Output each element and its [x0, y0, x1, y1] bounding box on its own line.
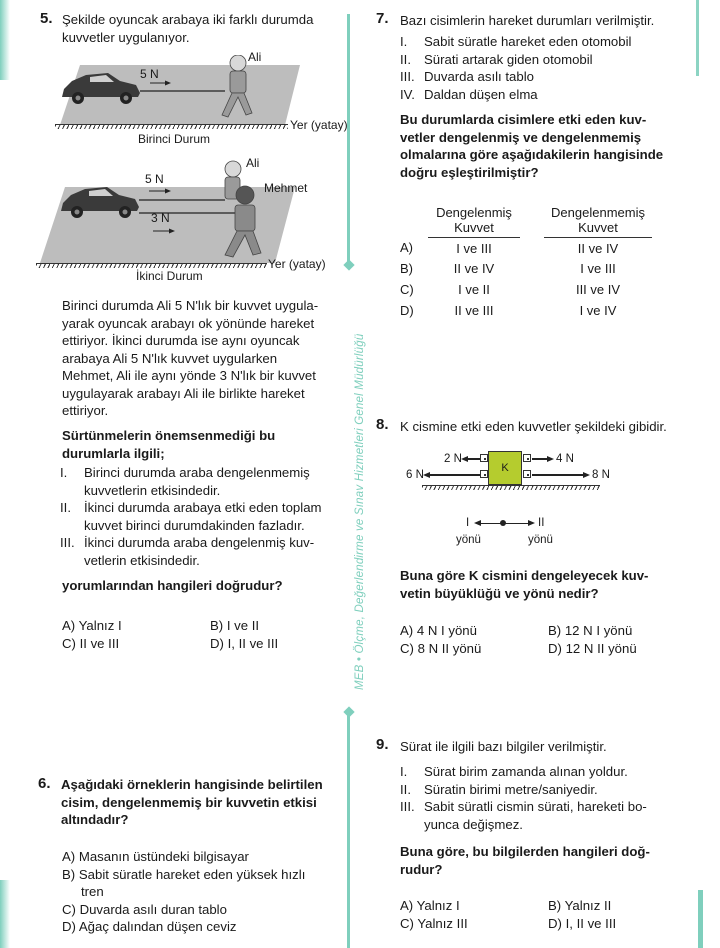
- q9-stem: Sürat ile ilgili bazı bilgiler verilmiştir.: [400, 739, 607, 754]
- meb-banner: MEB • Ölçme, Değerlendirme ve Sınav Hizmetleri Genel Müdürlüğü: [354, 333, 366, 690]
- divider-diamond-top: [343, 259, 354, 270]
- attach-point-icon: [523, 470, 531, 478]
- q8-option-c[interactable]: C) 8 N II yönü: [400, 640, 482, 656]
- q5-option-b[interactable]: B) I ve II: [210, 618, 260, 633]
- q5-f2-caption: İkinci Durum: [136, 269, 203, 283]
- arrow-left-icon: [461, 456, 468, 462]
- q8-option-d[interactable]: D) 12 N II yönü: [548, 640, 637, 656]
- q5-f2-force2-label: 3 N: [151, 211, 170, 225]
- q5-f1-ground: [55, 124, 288, 129]
- q5-f2-ground-label: Yer (yatay): [268, 257, 326, 271]
- q6-options: [62, 848, 347, 936]
- q9-option-b[interactable]: B) Yalnız II: [548, 898, 612, 913]
- right-accent-bar-bottom: [698, 890, 703, 948]
- attach-point-icon: [480, 454, 488, 462]
- q5-statement-2: II. İkinci durumda arabaya etki eden toplam kuvvet birinci durumdakinden fazladır.: [60, 500, 322, 533]
- origin-dot-icon: [500, 520, 506, 526]
- q5-paragraph: Birinci durumda Ali 5 N'lık bir kuvvet uygula- yarak oyuncak arabayı ok yönünde hareket ettiriyor. İkinci durumda ise aynı oyuncak arabaya Ali 5 N'lık kuvvet uygularken Mehmet, Ali ile aynı yönde 3 N'lık bir kuvvet uygulayarak arabayı Ali ile birlikte hareket ettiriyor.: [62, 298, 319, 418]
- q7-number: 7.: [376, 10, 389, 27]
- q5-f1-force-label: 5 N: [140, 67, 159, 81]
- q7-stem: Bazı cisimlerin hareket durumları verilmiştir.: [400, 13, 655, 28]
- q8-option-a[interactable]: A) 4 N I yönü: [400, 623, 477, 638]
- q5-option-d[interactable]: D) I, II ve III: [210, 635, 279, 651]
- q9-statement-1: I. Sürat birim zamanda alınan yoldur.: [400, 764, 628, 779]
- q7-statements: [400, 33, 690, 103]
- q9-question: Buna göre, bu bilgilerden hangileri doğ- rudur?: [400, 844, 650, 877]
- q8-number: 8.: [376, 416, 389, 433]
- q5-prompt: Sürtünmelerin önemsenmediği bu durumlarla ilgili;: [62, 428, 276, 461]
- arrow-left-icon: [423, 472, 430, 478]
- q7-answer-table: [400, 205, 652, 322]
- q6-option-a[interactable]: A) Masanın üstündeki bilgisayar: [62, 849, 249, 864]
- q7-option-b[interactable]: B) II ve IV I ve III: [400, 261, 616, 277]
- q5-statements: [60, 464, 345, 569]
- q7-question: Bu durumlarda cisimlere etki eden kuv- vetler dengelenmiş ve dengelenmemiş olmalarına göre aşağıdakilerin hangisinde doğru eşleştirilmiştir?: [400, 112, 664, 180]
- q5-option-a[interactable]: A) Yalnız I: [62, 618, 122, 633]
- divider-diamond-bottom: [343, 706, 354, 717]
- q6-option-b[interactable]: B) Sabit süratle hareket eden yüksek hızlı: [62, 866, 306, 882]
- q6-stem: Aşağıdaki örneklerin hangisinde belirtilen cisim, dengelenmemiş bir kuvvetin etkisi altındadır?: [61, 777, 323, 827]
- q6-number: 6.: [38, 775, 51, 792]
- q9-statements: [400, 763, 690, 833]
- q5-question: yorumlarından hangileri doğrudur?: [62, 578, 283, 593]
- arrow-right-icon: [583, 472, 590, 478]
- direction-right-icon: [528, 520, 535, 526]
- q5-f1-ground-label: Yer (yatay): [290, 118, 348, 132]
- right-accent-bar-top: [696, 0, 699, 76]
- q7-col-balanced: Dengelenmiş Kuvvet: [428, 205, 520, 238]
- q6-option-c[interactable]: C) Duvarda asılı duran tablo: [62, 901, 227, 917]
- q5-stem: Şekilde oyuncak arabaya iki farklı durumda kuvvetler uygulanıyor.: [62, 12, 314, 45]
- q7-statement-1: I. Sabit süratle hareket eden otomobil: [400, 34, 632, 49]
- q9-statement-3: III. Sabit süratli cismin sürati, hareketi bo- yunca değişmez.: [400, 799, 647, 832]
- block-k: K: [488, 451, 522, 485]
- q7-col-unbalanced: Dengelenmemiş Kuvvet: [544, 205, 652, 238]
- left-accent-bar-bottom: [0, 880, 10, 948]
- q8-option-b[interactable]: B) 12 N I yönü: [548, 623, 633, 638]
- q5-statement-3: III. İkinci durumda araba dengelenmiş kuv- vetlerin etkisindedir.: [60, 535, 315, 568]
- q5-f2-mehmet-label: Mehmet: [264, 181, 308, 195]
- q5-f1-ali-label: Ali: [248, 50, 262, 64]
- q6-option-b-cont[interactable]: tren: [81, 884, 104, 899]
- arrow-6n: [428, 474, 480, 476]
- q9-options: [400, 897, 688, 932]
- arrow-right-icon: [547, 456, 554, 462]
- q7-option-a[interactable]: A) I ve III II ve IV: [400, 240, 619, 256]
- q7-option-d[interactable]: D) II ve III I ve IV: [400, 303, 617, 319]
- attach-point-icon: [523, 454, 531, 462]
- q9-statement-2: II. Süratin birimi metre/saniyedir.: [400, 781, 598, 797]
- arrow-4n: [532, 458, 548, 460]
- q6-option-d[interactable]: D) Ağaç dalından düşen ceviz: [62, 919, 237, 934]
- q5-number: 5.: [40, 10, 53, 27]
- q5-figure-2: [35, 155, 335, 265]
- q8-stem: K cismine etki eden kuvvetler şekildeki gibidir.: [400, 419, 667, 434]
- column-divider-bottom: [347, 712, 350, 948]
- arrow-8n: [532, 474, 584, 476]
- q8-force-diagram: K 2 N 6 N 4 N 8 N I II yönü yönü: [406, 453, 610, 546]
- q9-number: 9.: [376, 736, 389, 753]
- q5-f2-force1-label: 5 N: [145, 172, 164, 186]
- attach-point-icon: [480, 470, 488, 478]
- q9-option-d[interactable]: D) I, II ve III: [548, 915, 617, 931]
- q7-statement-3: III. Duvarda asılı tablo: [400, 69, 534, 84]
- q8-ground: [422, 485, 600, 490]
- q5-statement-1: I. Birinci durumda araba dengelenmemiş kuvvetlerin etkisindedir.: [60, 465, 310, 498]
- arrow-2n: [466, 458, 480, 460]
- left-accent-bar-top: [0, 0, 10, 80]
- q7-statement-2: II. Sürati artarak giden otomobil: [400, 51, 593, 67]
- q5-option-c[interactable]: C) II ve III: [62, 635, 120, 651]
- q5-f1-caption: Birinci Durum: [138, 132, 211, 146]
- q9-option-c[interactable]: C) Yalnız III: [400, 915, 468, 931]
- q5-options: [62, 617, 350, 652]
- q5-f2-ali-label: Ali: [246, 156, 260, 170]
- q8-options: [400, 622, 688, 657]
- q8-question: Buna göre K cismini dengeleyecek kuv- vetin büyüklüğü ve yönü nedir?: [400, 568, 649, 601]
- q7-option-c[interactable]: C) I ve II III ve IV: [400, 282, 621, 298]
- q9-option-a[interactable]: A) Yalnız I: [400, 898, 460, 913]
- q7-statement-4: IV. Daldan düşen elma: [400, 86, 538, 102]
